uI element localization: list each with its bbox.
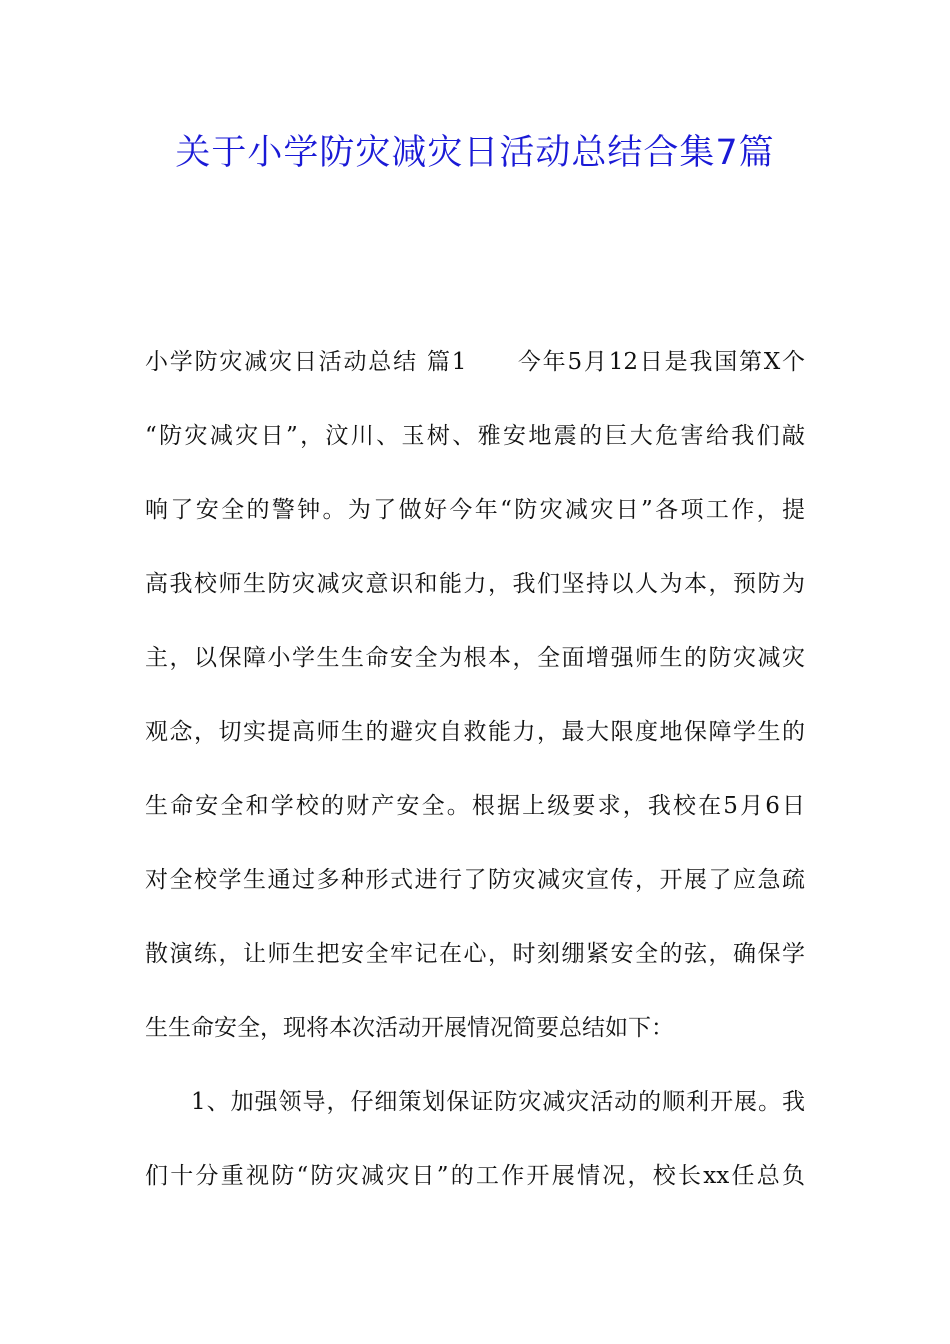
- text-line: 生命安全和学校的财产安全。根据上级要求，我校在5月6日: [145, 793, 805, 819]
- text-line: 观念，切实提高师生的避灾自救能力，最大限度地保障学生的: [145, 719, 805, 745]
- document-body: [145, 333, 805, 1221]
- text-line: 响了安全的警钟。为了做好今年“防灾减灾日”各项工作，提: [145, 497, 805, 523]
- text-line: 对全校学生通过多种形式进行了防灾减灾宣传，开展了应急疏: [145, 867, 805, 893]
- text-line: 1、加强领导，仔细策划保证防灾减灾活动的顺利开展。我: [191, 1089, 805, 1115]
- text-line: 们十分重视防“防灾减灾日”的工作开展情况，校长xx任总负: [145, 1163, 805, 1189]
- text-line: 散演练，让师生把安全牢记在心，时刻绷紧安全的弦，确保学: [145, 941, 805, 967]
- text-line: “防灾减灾日”，汶川、玉树、雅安地震的巨大危害给我们敲: [145, 423, 805, 449]
- text-line: 高我校师生防灾减灾意识和能力，我们坚持以人为本，预防为: [145, 571, 805, 597]
- text-line: 小学防灾减灾日活动总结 篇1 今年5月12日是我国第X个: [145, 349, 805, 375]
- document-title: 关于小学防灾减灾日活动总结合集7篇: [175, 133, 775, 173]
- text-line: 生生命安全，现将本次活动开展情况简要总结如下：: [145, 1015, 674, 1041]
- text-line: 主，以保障小学生生命安全为根本，全面增强师生的防灾减灾: [145, 645, 805, 671]
